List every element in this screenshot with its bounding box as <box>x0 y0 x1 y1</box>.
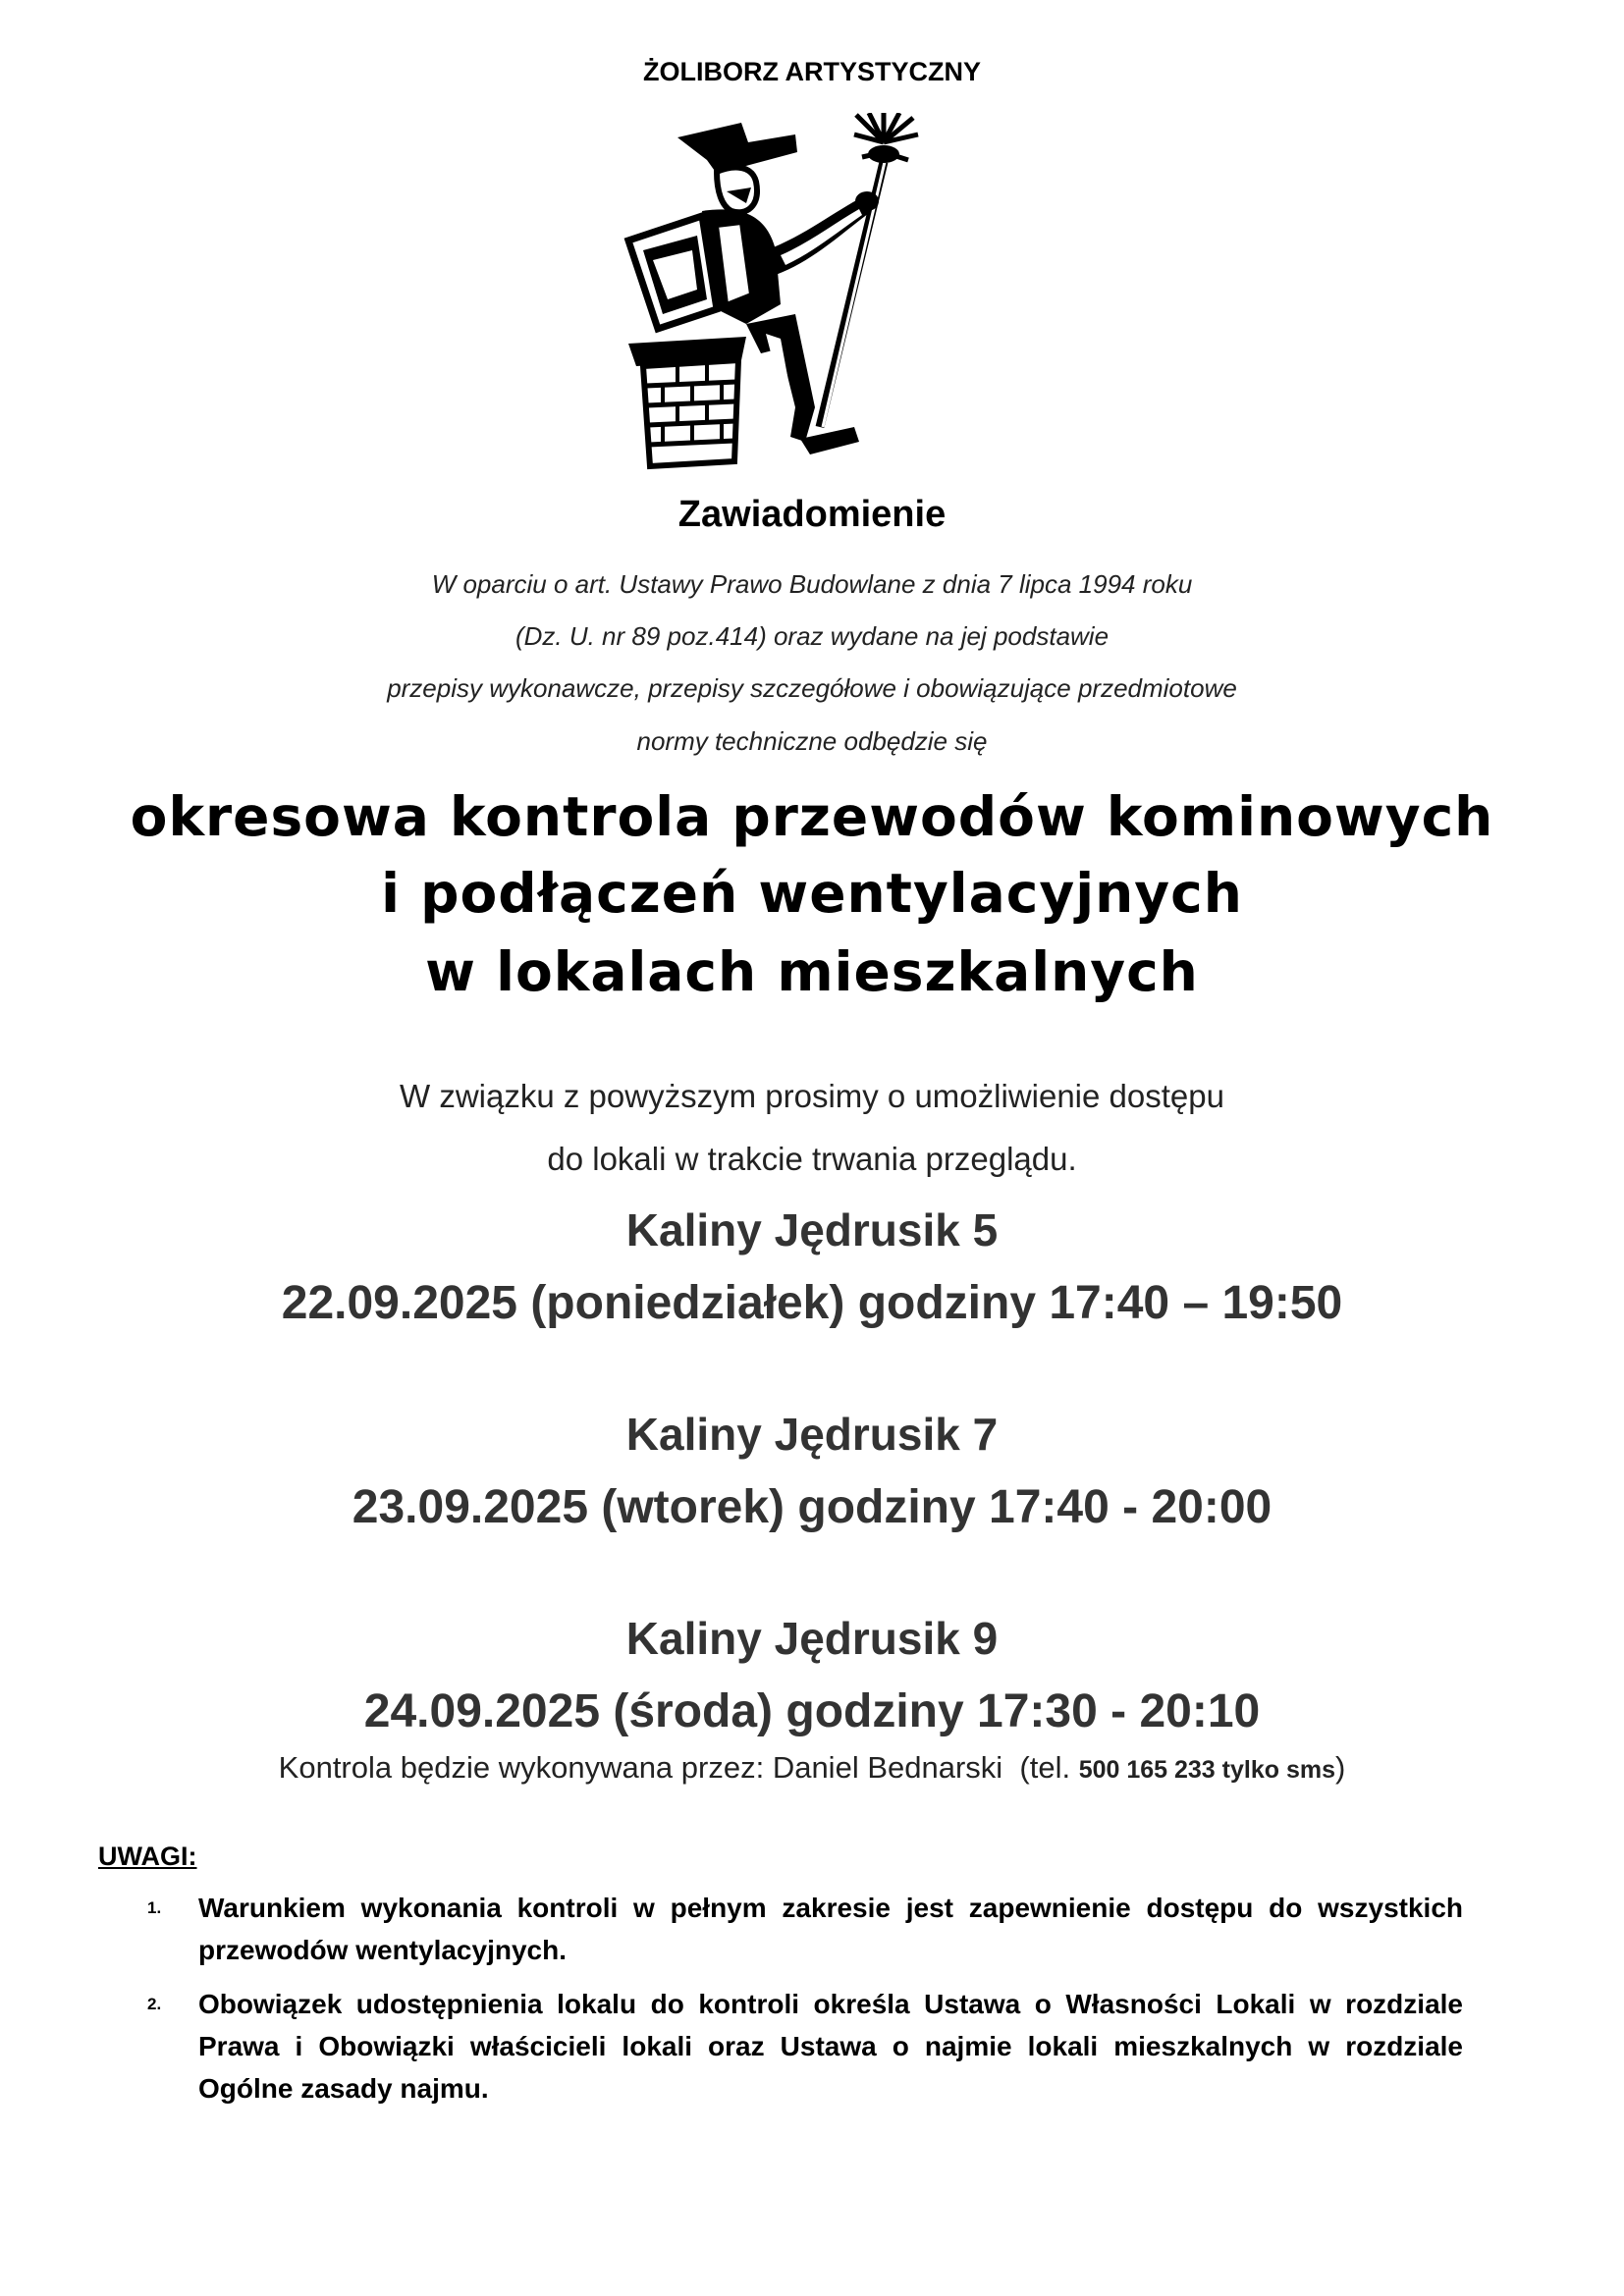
inspector-info <box>0 1750 1624 1786</box>
schedule-address: Kaliny Jędrusik 5 <box>625 1204 999 1255</box>
remarks-heading: UWAGI: <box>98 1842 197 1871</box>
legal-basis-line: normy techniczne odbędzie się <box>636 726 988 756</box>
legal-basis-line: (Dz. U. nr 89 poz.414) oraz wydane na jej podstawie <box>514 621 1110 651</box>
headline-line: i podłączeń wentylacyjnych <box>381 862 1243 925</box>
organization-name: ŻOLIBORZ ARTYSTYCZNY <box>643 57 981 86</box>
inspector-phone: 500 165 233 tylko sms <box>1078 1756 1335 1784</box>
remarks-list <box>147 1887 1463 2121</box>
headline-line: w lokalach mieszkalnych <box>425 940 1199 1003</box>
schedule-datetime: 23.09.2025 (wtorek) godziny 17:40 - 20:00 <box>352 1481 1272 1533</box>
schedule-address: Kaliny Jędrusik 7 <box>625 1409 999 1460</box>
schedule-datetime: 24.09.2025 (środa) godziny 17:30 - 20:10 <box>363 1685 1261 1737</box>
chimney-icon <box>628 337 746 466</box>
list-item <box>147 1887 1463 1971</box>
inspector-text: Kontrola będzie wykonywana przez: Daniel Bednarski (tel. <box>278 1750 1079 1785</box>
legal-basis-line: przepisy wykonawcze, przepisy szczegółowe i obowiązujące przedmiotowe <box>387 673 1237 703</box>
schedule-datetime: 22.09.2025 (poniedziałek) godziny 17:40 – 19:50 <box>281 1277 1343 1329</box>
inspector-suffix: ) <box>1335 1750 1346 1785</box>
schedule-address: Kaliny Jędrusik 9 <box>625 1613 999 1664</box>
list-item-text: Warunkiem wykonania kontroli w pełnym zakresie jest zapewnienie dostępu do wszystkich przewodów wentylacyjnych. <box>198 1893 1463 1965</box>
chimney-sweep-illustration <box>569 113 982 476</box>
access-request-line: do lokali w trakcie trwania przeglądu. <box>547 1141 1077 1177</box>
notice-title: Zawiadomienie <box>677 494 947 535</box>
list-item-number: 1. <box>147 1898 162 1917</box>
headline-line: okresowa kontrola przewodów kominowych <box>130 785 1494 848</box>
list-item <box>147 1983 1463 2109</box>
list-item-number: 2. <box>147 1995 162 2013</box>
access-request-line: W związku z powyższym prosimy o umożliwienie dostępu <box>400 1078 1224 1114</box>
list-item-text: Obowiązek udostępnienia lokalu do kontroli określa Ustawa o Własności Lokali w rozdziale Prawa i Obowiązki właścicieli lokali oraz Ustawa o najmie lokali mieszkalnych w rozdziale Ogólne zasady najmu. <box>198 1989 1463 2104</box>
legal-basis-line: W oparciu o art. Ustawy Prawo Budowlane z dnia 7 lipca 1994 roku <box>431 569 1193 599</box>
